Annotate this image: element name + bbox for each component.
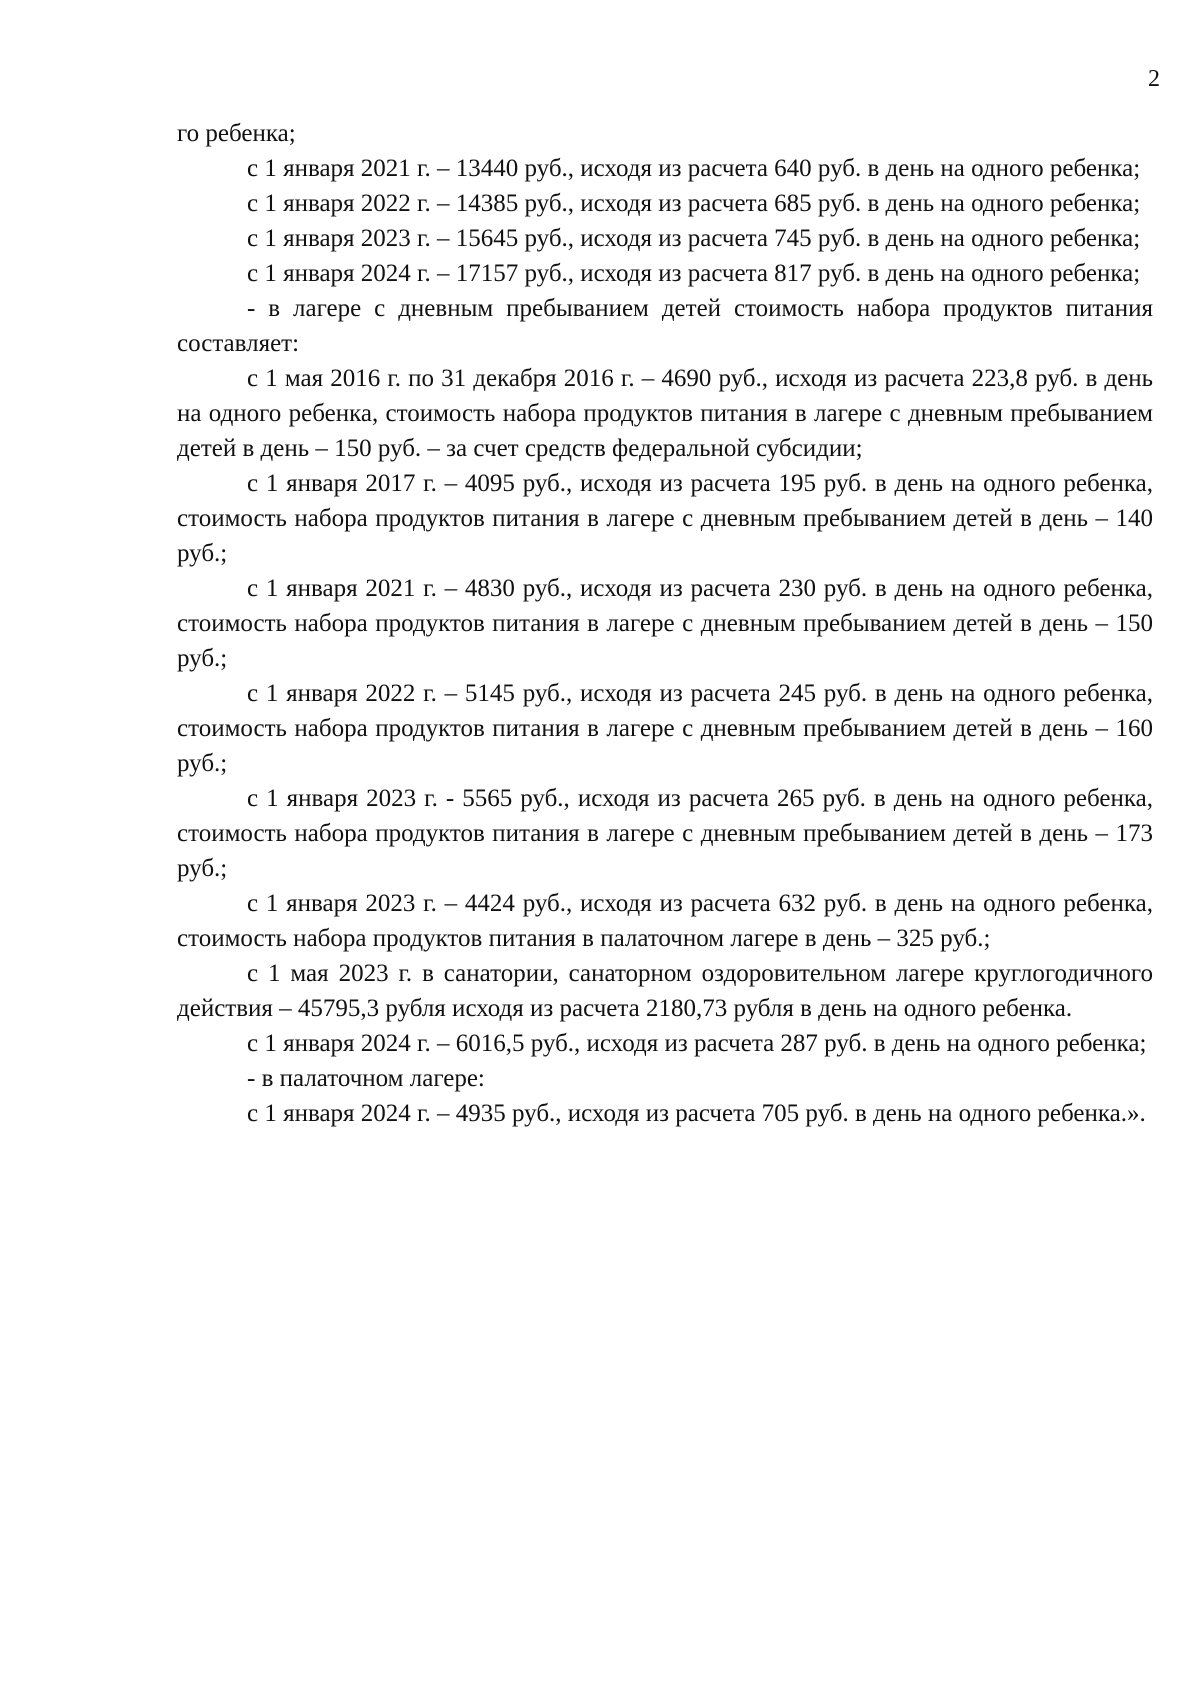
paragraph-continuation: го ребенка;: [177, 120, 296, 147]
paragraph-2022-rate: с 1 января 2022 г. – 14385 руб., исходя из расчета 685 руб. в день на одного ребенка;: [247, 190, 1141, 217]
paragraph-tent-camp-heading: - в палаточном лагере:: [247, 1065, 485, 1092]
paragraph-2021-rate: с 1 января 2021 г. – 13440 руб., исходя из расчета 640 руб. в день на одного ребенка;: [247, 155, 1141, 182]
paragraph-sanatorium-2023: с 1 мая 2023 г. в санатории, санаторном оздоровительном лагере круглогодичного действия – 45795,3 рубля исходя из расчета 2180,73 рубля в день на одного ребенка.: [177, 960, 1153, 1022]
paragraph-tent-camp-2023: с 1 января 2023 г. – 4424 руб., исходя из расчета 632 руб. в день на одного ребенка, стоимость набора продуктов питания в палаточном лагере в день – 325 руб.;: [177, 890, 1153, 952]
paragraph-tent-camp-2024: с 1 января 2024 г. – 4935 руб., исходя из расчета 705 руб. в день на одного ребенка.».: [247, 1100, 1146, 1127]
paragraph-day-camp-2021: с 1 января 2021 г. – 4830 руб., исходя из расчета 230 руб. в день на одного ребенка, стоимость набора продуктов питания в лагере с дневным пребыванием детей в день – 150 руб.;: [177, 575, 1153, 672]
paragraph-day-camp-2024: с 1 января 2024 г. – 6016,5 руб., исходя из расчета 287 руб. в день на одного ребенка;: [247, 1030, 1147, 1057]
paragraph-2023-rate: с 1 января 2023 г. – 15645 руб., исходя из расчета 745 руб. в день на одного ребенка;: [247, 225, 1141, 252]
paragraph-day-camp-2023: с 1 января 2023 г. - 5565 руб., исходя из расчета 265 руб. в день на одного ребенка, стоимость набора продуктов питания в лагере с дневным пребыванием детей в день – 173 руб.;: [177, 785, 1153, 882]
paragraph-2024-rate: с 1 января 2024 г. – 17157 руб., исходя из расчета 817 руб. в день на одного ребенка;: [247, 260, 1141, 287]
document-body: [177, 116, 1153, 1131]
paragraph-day-camp-heading: - в лагере с дневным пребыванием детей стоимость набора продуктов питания составляет:: [177, 295, 1153, 357]
paragraph-day-camp-2017: с 1 января 2017 г. – 4095 руб., исходя из расчета 195 руб. в день на одного ребенка, стоимость набора продуктов питания в лагере с дневным пребыванием детей в день – 140 руб.;: [177, 470, 1153, 567]
paragraph-day-camp-2016: с 1 мая 2016 г. по 31 декабря 2016 г. – 4690 руб., исходя из расчета 223,8 руб. в день на одного ребенка, стоимость набора продуктов питания в лагере с дневным пребыванием детей в день – 150 руб. – за счет средств федеральной субсидии;: [177, 365, 1153, 462]
paragraph-day-camp-2022: с 1 января 2022 г. – 5145 руб., исходя из расчета 245 руб. в день на одного ребенка, стоимость набора продуктов питания в лагере с дневным пребыванием детей в день – 160 руб.;: [177, 680, 1153, 777]
page-number: 2: [1148, 66, 1160, 92]
